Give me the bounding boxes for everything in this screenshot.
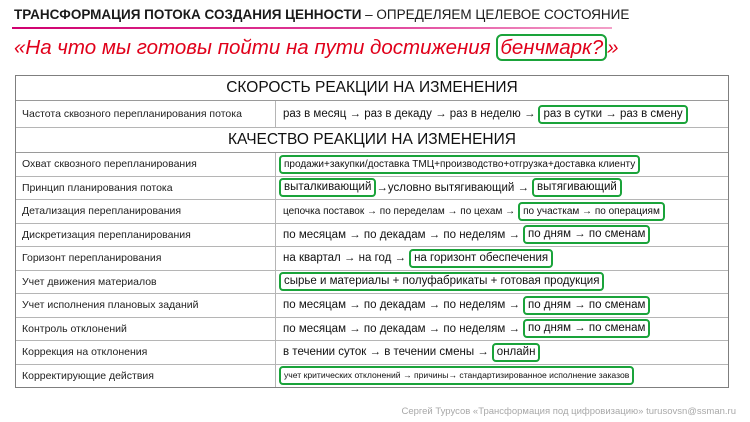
row-value <box>276 271 728 294</box>
row-value <box>276 318 728 341</box>
row-value <box>276 224 728 247</box>
table-row <box>16 271 728 295</box>
row-value-highlight: выталкивающий <box>279 178 376 197</box>
row-label: Детализация перепланирования <box>16 200 276 223</box>
row-value <box>276 101 728 127</box>
comparison-table <box>15 75 729 388</box>
row-label: Учет движения материалов <box>16 271 276 294</box>
section-quality: КАЧЕСТВО РЕАКЦИИ НА ИЗМЕНЕНИЯ <box>16 128 728 153</box>
row-value-highlight: сырье и материалы + полуфабрикаты + готовая продукция <box>279 272 604 291</box>
row-value <box>276 294 728 317</box>
row-label: Горизонт перепланирования <box>16 247 276 270</box>
row-value-plain: в течении суток → в течении смены → <box>283 346 489 359</box>
table-row <box>16 365 728 388</box>
slide-title-rest: – ОПРЕДЕЛЯЕМ ЦЕЛЕВОЕ СОСТОЯНИЕ <box>361 7 630 22</box>
row-label: Корректирующие действия <box>16 365 276 388</box>
subtitle-prefix: «На что мы готовы пойти на пути достижения <box>14 36 497 59</box>
subtitle-highlight: бенчмарк? <box>496 34 607 61</box>
subtitle-suffix: » <box>607 36 619 59</box>
row-label: Учет исполнения плановых заданий <box>16 294 276 317</box>
table-row <box>16 318 728 342</box>
row-value-plain: цепочка поставок → по переделам → по цехам → <box>283 205 516 217</box>
row-label: Коррекция на отклонения <box>16 341 276 364</box>
row-label: Принцип планирования потока <box>16 177 276 200</box>
slide-footer: Сергей Турусов «Трансформация под цифровизацию» turusovsn@ssman.ru <box>401 406 736 417</box>
row-value-highlight: по участкам → по операциям <box>518 202 665 221</box>
table-row <box>16 101 728 128</box>
table-row <box>16 247 728 271</box>
row-value <box>276 341 728 364</box>
row-value-plain: по месяцам → по декадам → по неделям → <box>283 299 520 312</box>
row-value-highlight: на горизонт обеспечения <box>409 249 553 268</box>
row-label: Охват сквозного перепланирования <box>16 153 276 176</box>
table-row <box>16 294 728 318</box>
table-row <box>16 341 728 365</box>
row-value-highlight: по дням → по сменам <box>523 296 650 315</box>
table-row <box>16 153 728 177</box>
section-speed: СКОРОСТЬ РЕАКЦИИ НА ИЗМЕНЕНИЯ <box>16 76 728 101</box>
title-underline <box>12 27 612 29</box>
row-value-highlight: онлайн <box>492 343 541 362</box>
table-row <box>16 224 728 248</box>
row-value-highlight: вытягивающий <box>532 178 622 197</box>
row-value-plain: на квартал → на год → <box>283 252 407 265</box>
table-row <box>16 177 728 201</box>
row-value-plain: по месяцам → по декадам → по неделям → <box>283 228 520 241</box>
slide-title-bold: ТРАНСФОРМАЦИЯ ПОТОКА СОЗДАНИЯ ЦЕННОСТИ <box>14 7 362 22</box>
row-value-plain: →условно вытягивающий → <box>376 181 530 194</box>
row-value-highlight: продажи+закупки/доставка ТМЦ+производство+отгрузка+доставка клиенту <box>279 155 640 174</box>
table-row <box>16 200 728 224</box>
row-value <box>276 153 728 176</box>
row-label: Контроль отклонений <box>16 318 276 341</box>
row-label: Дискретизация перепланирования <box>16 224 276 247</box>
row-value <box>276 200 728 223</box>
slide-subtitle <box>14 36 619 60</box>
row-value-highlight: по дням → по сменам <box>523 225 650 244</box>
row-value-highlight: учет критических отклонений → причины→ стандартизированное исполнение заказов <box>279 366 634 385</box>
row-label: Частота сквозного перепланирования потока <box>16 101 276 127</box>
row-value-highlight: по дням → по сменам <box>523 319 650 338</box>
row-value <box>276 177 728 200</box>
row-value <box>276 247 728 270</box>
row-value <box>276 365 728 388</box>
row-value-plain: по месяцам → по декадам → по неделям → <box>283 322 520 335</box>
slide-title <box>14 7 629 22</box>
row-value-plain: раз в месяц → раз в декаду → раз в неделю → <box>283 108 536 120</box>
row-value-highlight: раз в сутки → раз в смену <box>538 105 687 124</box>
